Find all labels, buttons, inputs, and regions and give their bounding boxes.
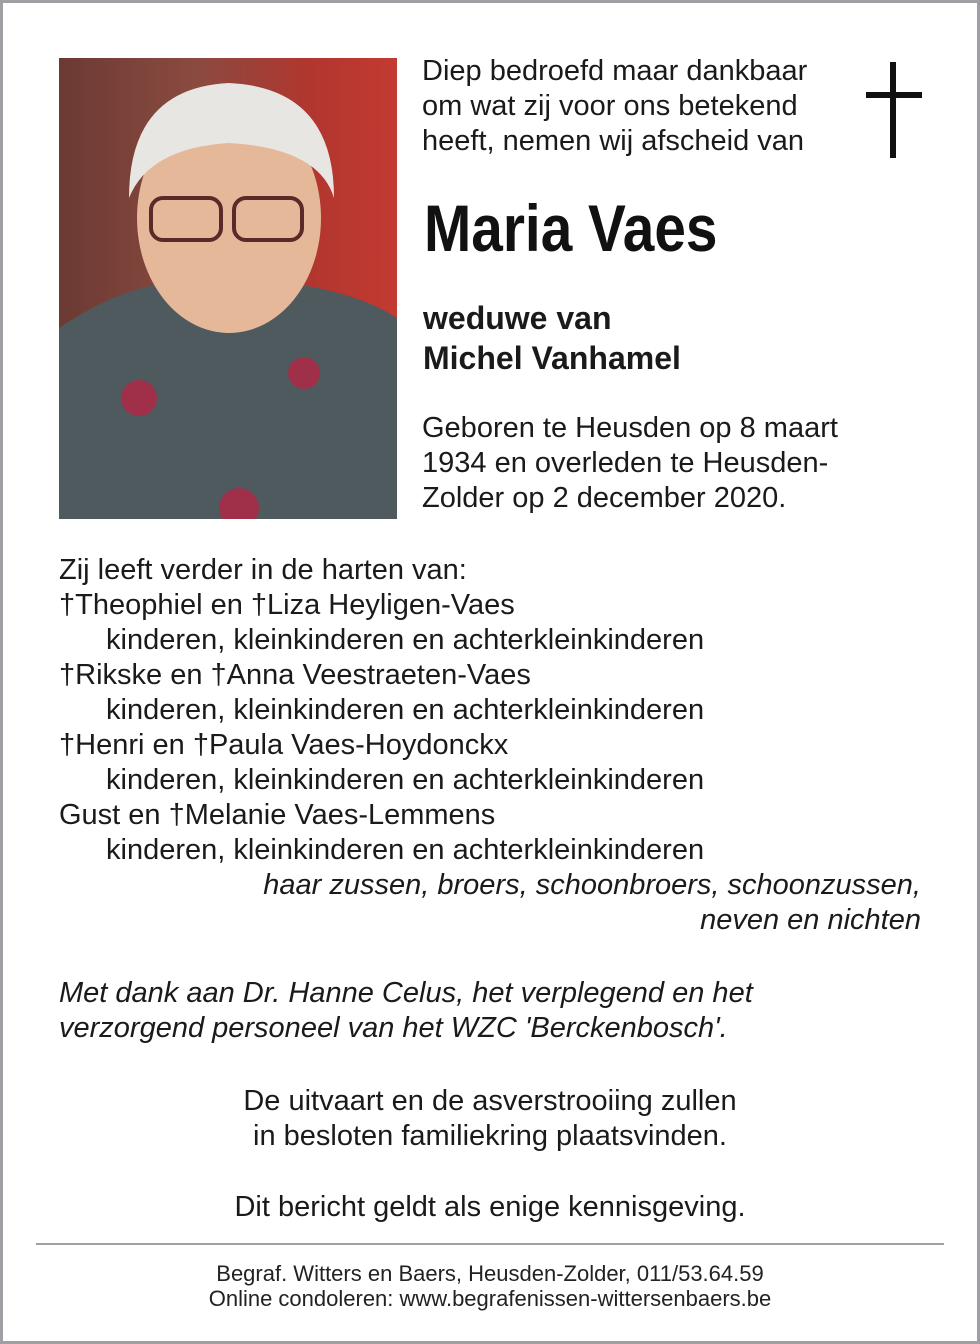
small-cross-icon: †: [192, 729, 209, 761]
notice-text: Dit bericht geldt als enige kennisgeving.: [234, 1191, 746, 1223]
birth-line: Zolder op 2 december 2020.: [422, 482, 787, 514]
family-name: Anna Veestraeten-Vaes: [226, 659, 531, 691]
family-name: Paula Vaes-Hoydonckx: [208, 729, 509, 761]
birth-death-info: [422, 411, 838, 516]
funeral-home-info: Begraf. Witters en Baers, Heusden-Zolder, 011/53.64.59: [216, 1261, 764, 1286]
cross-icon: [866, 62, 922, 158]
family-line: [59, 728, 921, 763]
funeral-line: in besloten familiekring plaatsvinden.: [253, 1120, 727, 1152]
intro-line: Diep bedroefd maar dankbaar: [422, 55, 808, 87]
small-cross-icon: †: [59, 589, 76, 621]
family-name: Gust en: [59, 799, 169, 831]
survivors-section: [59, 553, 921, 938]
family-line: [59, 658, 921, 693]
portrait-photo: [59, 58, 397, 519]
family-name: Rikske en: [75, 659, 211, 691]
condolence-link[interactable]: Online condoleren: www.begrafenissen-wittersenbaers.be: [208, 1286, 772, 1311]
survivors-heading: Zij leeft verder in de harten van:: [59, 554, 467, 586]
small-cross-icon: †: [210, 659, 227, 691]
thanks-text: [59, 976, 753, 1046]
family-descendants: kinderen, kleinkinderen en achterkleinkinderen: [106, 624, 705, 656]
small-cross-icon: †: [59, 659, 76, 691]
thanks-line: Met dank aan Dr. Hanne Celus, het verplegend en het: [59, 977, 753, 1009]
family-name: Melanie Vaes-Lemmens: [184, 799, 496, 831]
family-line: [59, 798, 921, 833]
family-name: Liza Heyligen-Vaes: [267, 589, 515, 621]
divider: [36, 1243, 944, 1245]
small-cross-icon: †: [168, 799, 185, 831]
birth-line: 1934 en overleden te Heusden-: [422, 447, 829, 479]
intro-line: heeft, nemen wij afscheid van: [422, 125, 805, 157]
intro-text: [422, 54, 807, 159]
family-name: Theophiel en: [75, 589, 251, 621]
birth-line: Geboren te Heusden op 8 maart: [422, 412, 838, 444]
footer: [0, 1261, 980, 1311]
family-name: Henri en: [75, 729, 193, 761]
family-descendants: kinderen, kleinkinderen en achterkleinkinderen: [106, 694, 705, 726]
small-cross-icon: †: [250, 589, 268, 621]
spouse-name: Michel Vanhamel: [423, 340, 681, 376]
funeral-text: [0, 1084, 980, 1154]
family-descendants: kinderen, kleinkinderen en achterkleinkinderen: [106, 834, 705, 866]
thanks-line: verzorgend personeel van het WZC 'Berckenbosch'.: [59, 1012, 728, 1044]
spouse-info: [423, 298, 681, 378]
small-cross-icon: †: [59, 729, 76, 761]
deceased-name: Maria Vaes: [424, 191, 718, 265]
family-line: [59, 588, 921, 623]
spouse-label: weduwe van: [423, 300, 612, 336]
intro-line: om wat zij voor ons betekend: [422, 90, 798, 122]
funeral-line: De uitvaart en de asverstrooiing zullen: [243, 1085, 737, 1117]
relatives-line: haar zussen, broers, schoonbroers, schoonzussen,: [263, 869, 921, 901]
relatives-line: neven en nichten: [700, 904, 921, 936]
family-descendants: kinderen, kleinkinderen en achterkleinkinderen: [106, 764, 705, 796]
